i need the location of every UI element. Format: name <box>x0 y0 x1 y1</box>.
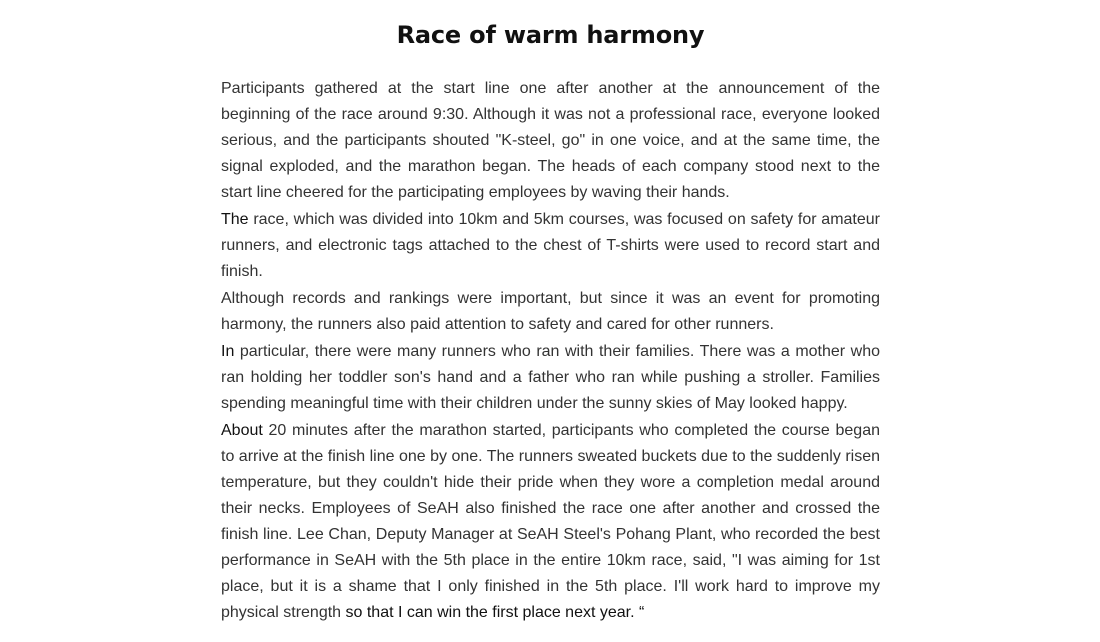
paragraph-3 <box>221 286 880 338</box>
article <box>221 18 880 627</box>
paragraph-lead: The <box>221 211 249 228</box>
article-body <box>221 76 880 626</box>
paragraph-4 <box>221 339 880 417</box>
paragraph-lead: About <box>221 422 263 439</box>
paragraph-lead: In <box>221 343 235 360</box>
paragraph-1 <box>221 76 880 206</box>
paragraph-text: Although records and rankings were important, but since it was an event for promoting harmony, the runners also paid attention to safety and cared for other runners. <box>221 290 880 333</box>
paragraph-text: Participants gathered at the start line one after another at the announcement of the beginning of the race around 9:30. Although it was not a professional race, everyone looked serious, and the participants shouted "K-steel, go" in one voice, and at the same time, the signal exploded, and the marathon began. The heads of each company stood next to the start line cheered for the participating employees by waving their hands. <box>221 80 880 201</box>
paragraph-5 <box>221 418 880 626</box>
paragraph-text: particular, there were many runners who ran with their families. There was a mother who ran holding her toddler son's hand and a father who ran while pushing a stroller. Families spending meaningful time with their children under the sunny skies of May looked happy. <box>221 343 880 412</box>
paragraph-tail: so that I can win the first place next year. “ <box>345 604 645 621</box>
paragraph-text: 20 minutes after the marathon started, participants who completed the course began to arrive at the finish line one by one. The runners sweated buckets due to the suddenly risen temperature, but they couldn't hide their pride when they wore a completion medal around their necks. Employees of SeAH also finished the race one after another and crossed the finish line. Lee Chan, Deputy Manager at SeAH Steel's Pohang Plant, who recorded the best performance in SeAH with the 5th place in the entire 10km race, said, "I was aiming for 1st place, but it is a shame that I only finished in the 5th place. I'll work hard to improve my physical strength <box>221 422 880 621</box>
article-title: Race of warm harmony <box>396 21 705 49</box>
paragraph-text: race, which was divided into 10km and 5km courses, was focused on safety for amateur runners, and electronic tags attached to the chest of T-shirts were used to record start and finish. <box>221 211 880 280</box>
paragraph-2 <box>221 207 880 285</box>
